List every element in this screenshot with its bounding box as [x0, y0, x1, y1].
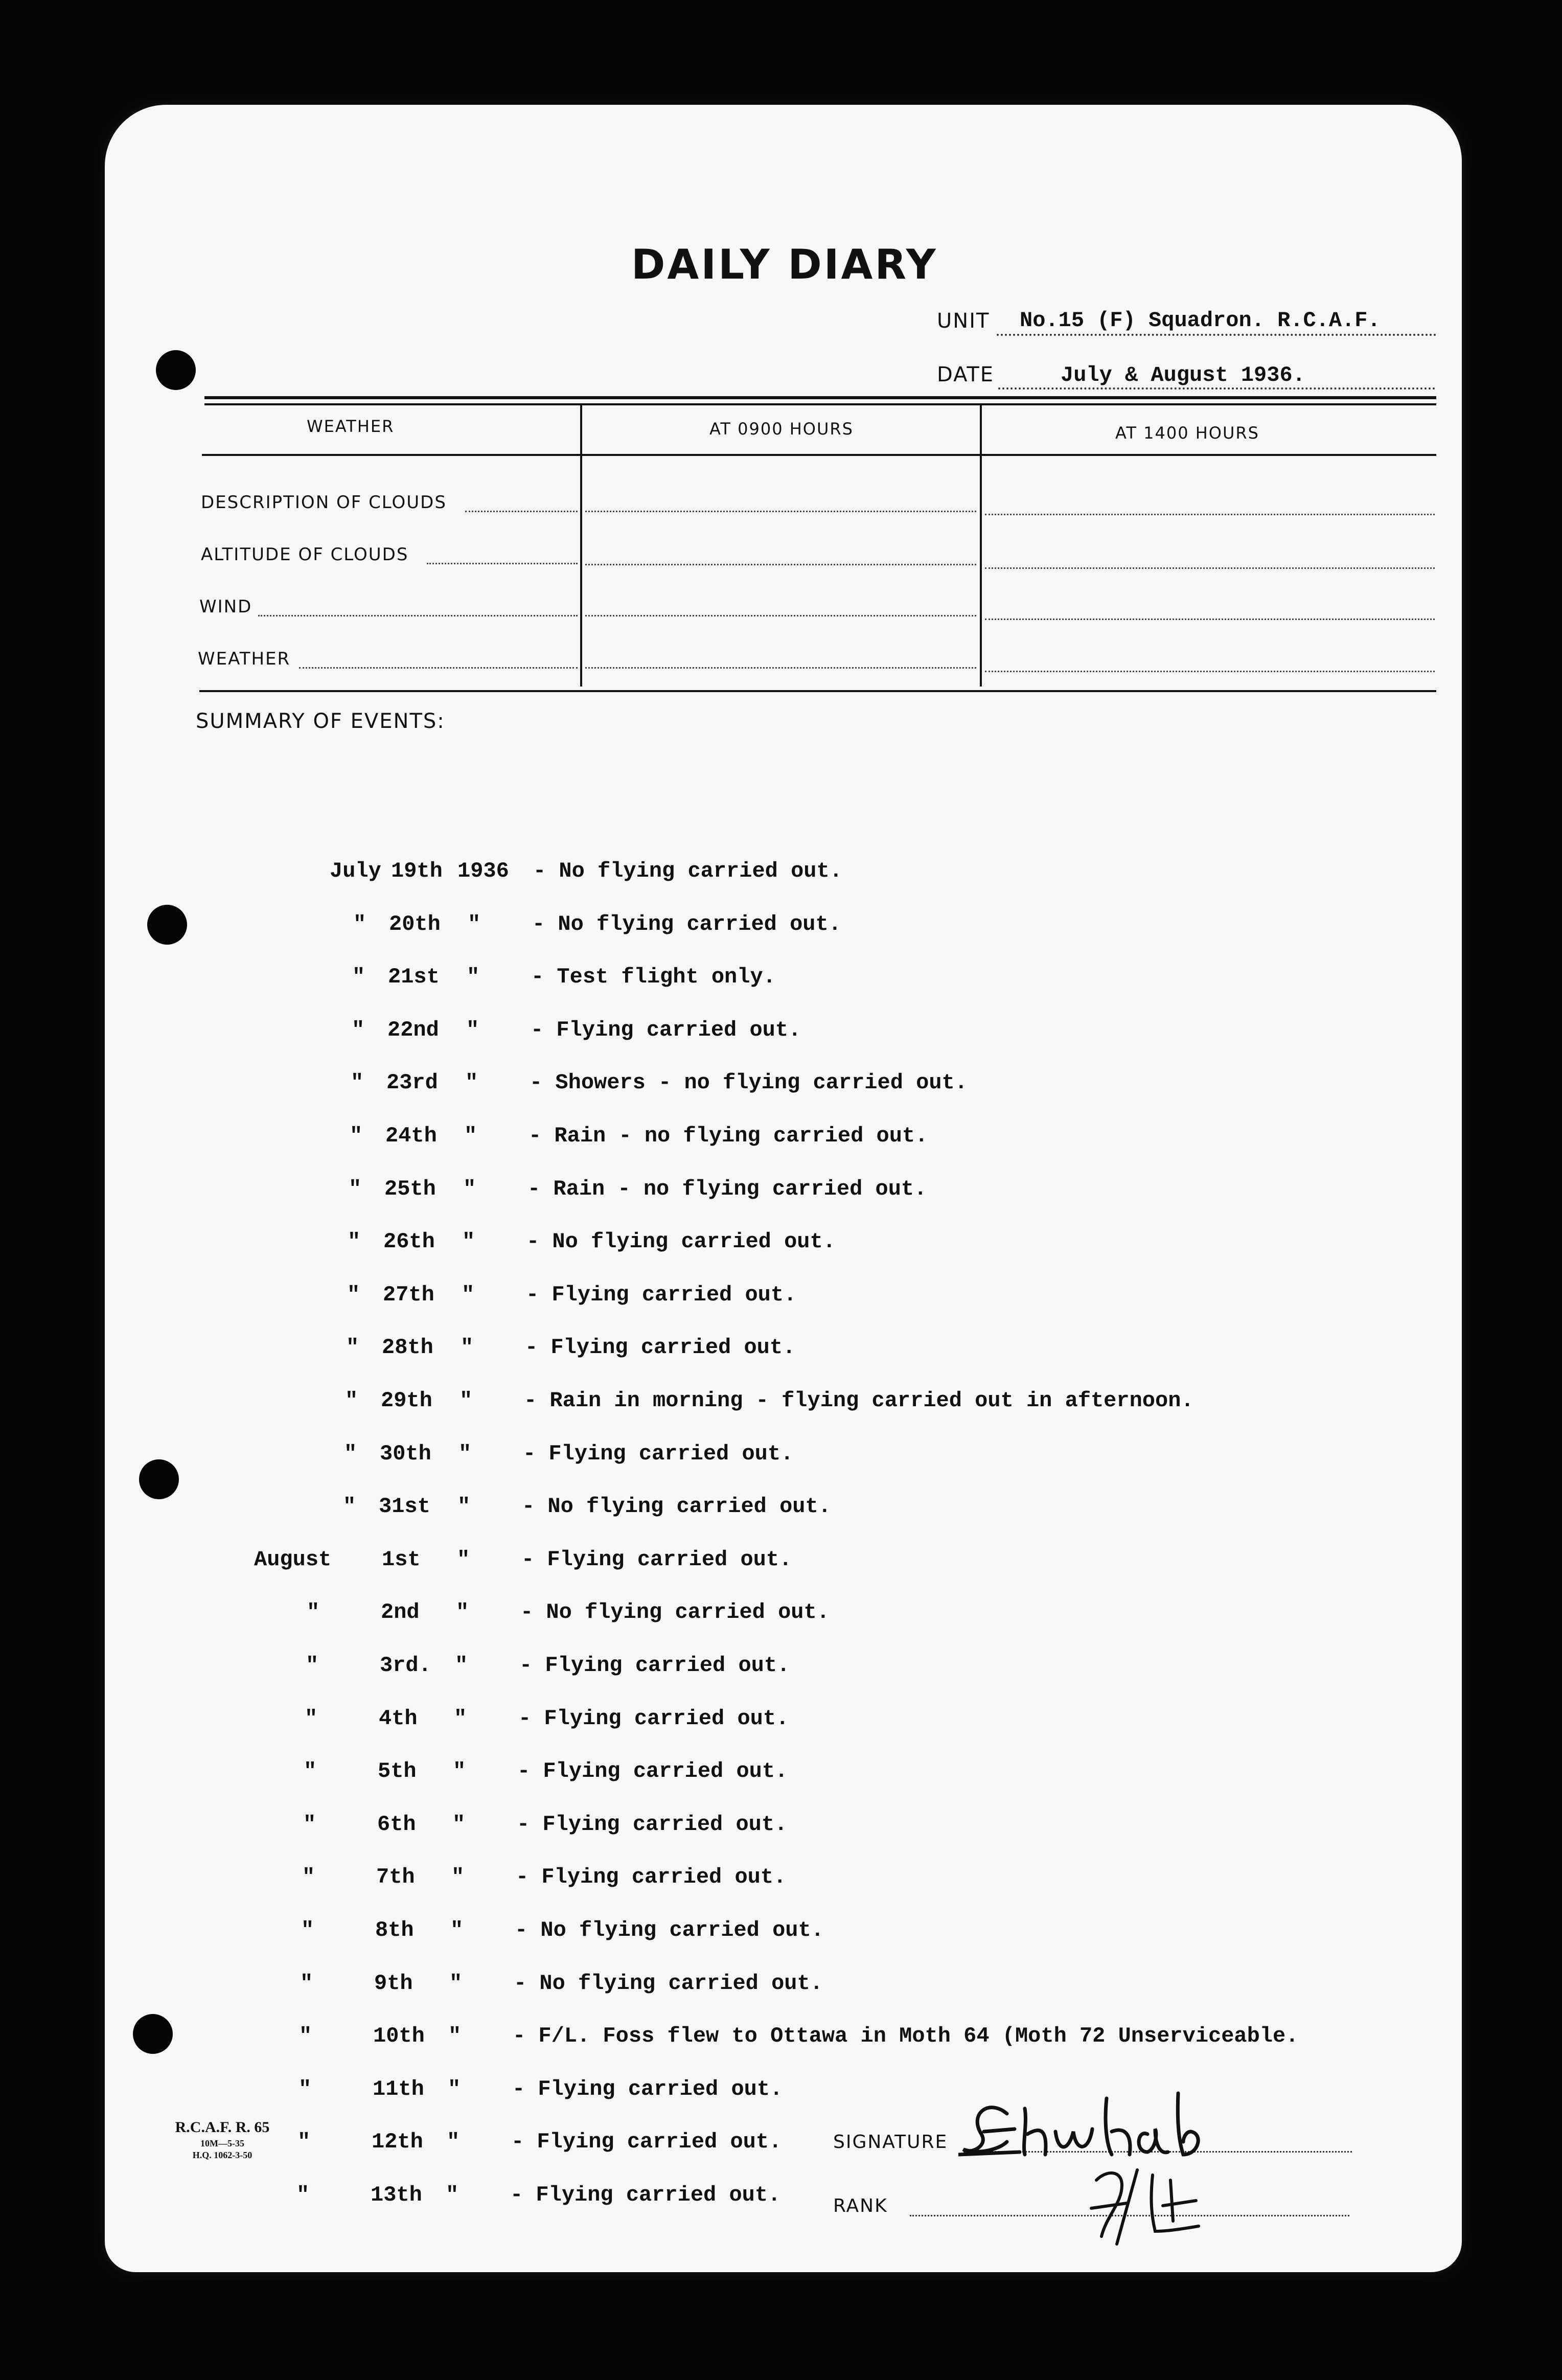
entry-event: - Flying carried out.	[510, 2183, 781, 2207]
entry-month: "	[353, 911, 366, 936]
diary-entry	[105, 1124, 1462, 1175]
entry-event: - No flying carried out.	[532, 911, 841, 936]
date-label: DATE	[937, 363, 995, 386]
form-number-line2: 10M—5-35	[200, 2138, 244, 2148]
entry-month: "	[347, 1282, 360, 1307]
diary-entry	[105, 1494, 1462, 1545]
date-value: July & August 1936.	[1061, 363, 1305, 387]
entry-month: "	[349, 1176, 362, 1201]
entry-month: "	[345, 1388, 358, 1413]
entry-day: 26th	[383, 1229, 435, 1254]
entry-month: "	[348, 1229, 361, 1254]
entry-month: July	[330, 859, 381, 883]
entry-year: "	[454, 1706, 467, 1731]
entry-month: "	[343, 1494, 356, 1519]
entry-day: 23rd	[386, 1070, 438, 1095]
entry-event: - No flying carried out.	[515, 1918, 824, 1942]
entry-month: "	[304, 1759, 317, 1784]
entry-month: "	[298, 2076, 312, 2101]
entry-year: 1936	[457, 859, 509, 883]
entry-event: - Flying carried out.	[517, 1812, 788, 1837]
entry-event: - Test flight only.	[531, 965, 776, 990]
entry-year: "	[457, 1494, 471, 1519]
diary-entry	[105, 1283, 1462, 1334]
entry-day: 24th	[385, 1124, 437, 1148]
diary-entry	[105, 912, 1462, 963]
entry-day: 27th	[383, 1282, 434, 1307]
entry-day: 25th	[384, 1176, 436, 1201]
entry-year: "	[468, 911, 481, 936]
entry-day: 28th	[382, 1335, 433, 1360]
entry-event: - Flying carried out.	[511, 2130, 782, 2155]
entry-day: 12th	[372, 2130, 423, 2155]
entry-year: "	[464, 1124, 477, 1148]
diary-page	[105, 105, 1462, 2272]
entry-year: "	[465, 1070, 478, 1095]
table-top-rule	[204, 396, 1436, 399]
entry-year: "	[462, 1282, 475, 1307]
unit-value: No.15 (F) Squadron. R.C.A.F.	[1020, 308, 1381, 333]
rank-label: RANK	[833, 2195, 888, 2216]
unit-dotted-line	[997, 334, 1436, 336]
col-1400-header: AT 1400 HOURS	[1115, 423, 1259, 443]
table-bottom-rule	[199, 690, 1436, 692]
entry-event: - Flying carried out.	[518, 1706, 789, 1731]
entry-month: "	[352, 1017, 365, 1042]
entry-day: 2nd	[381, 1600, 420, 1625]
entry-event: - No flying carried out.	[533, 859, 842, 883]
diary-entry	[105, 1070, 1462, 1122]
entry-event: - Flying carried out.	[517, 1759, 788, 1784]
entry-event: - Rain - no flying carried out.	[527, 1176, 927, 1201]
entry-event: - Flying carried out.	[525, 1335, 796, 1360]
entry-year: "	[453, 1759, 466, 1784]
diary-entry	[105, 1547, 1462, 1598]
diary-entry	[105, 1971, 1462, 2022]
entry-event: - Showers - no flying carried out.	[530, 1070, 968, 1095]
entry-event: - Flying carried out.	[516, 1865, 787, 1890]
diary-entry	[105, 1229, 1462, 1280]
diary-entry	[105, 2024, 1462, 2075]
entry-month: "	[299, 2024, 312, 2049]
row-altitude-of-clouds: ALTITUDE OF CLOUDS	[201, 544, 409, 565]
diary-entry	[105, 2183, 1462, 2234]
entry-day: 1st	[382, 1547, 421, 1572]
entry-day: 7th	[376, 1865, 415, 1890]
binder-hole	[156, 350, 196, 390]
entry-year: "	[461, 1335, 474, 1360]
diary-entry	[105, 1335, 1462, 1386]
unit-label: UNIT	[937, 309, 990, 333]
entry-event: - Flying carried out.	[519, 1653, 790, 1678]
entry-month: "	[305, 1706, 318, 1731]
entry-event: - No flying carried out.	[526, 1229, 836, 1254]
entry-month: "	[300, 1971, 313, 1996]
entry-day: 19th	[391, 859, 443, 883]
entry-event: - F/L. Foss flew to Ottawa in Moth 64 (Moth 72 Unserviceable.	[513, 2024, 1299, 2049]
entry-year: "	[462, 1229, 475, 1254]
entry-day: 5th	[378, 1759, 417, 1784]
entry-month: "	[344, 1441, 357, 1466]
entry-month: "	[346, 1335, 359, 1360]
col-weather-header: WEATHER	[307, 417, 395, 436]
entry-day: 22nd	[387, 1017, 439, 1042]
entry-year: "	[466, 1017, 479, 1042]
entry-year: "	[458, 1441, 472, 1466]
entry-year: "	[449, 1971, 463, 1996]
diary-entry	[105, 1388, 1462, 1439]
entry-month: August	[254, 1547, 332, 1572]
diary-entry	[105, 1177, 1462, 1228]
table-top-rule-2	[204, 403, 1436, 405]
entry-month: "	[351, 1070, 364, 1095]
entry-year: "	[450, 1918, 464, 1942]
entry-day: 30th	[380, 1441, 431, 1466]
entry-event: - Rain in morning - flying carried out in afternoon.	[524, 1388, 1194, 1413]
entry-event: - Flying carried out.	[531, 1017, 801, 1042]
date-dotted-line	[998, 387, 1435, 390]
row-weather: WEATHER	[198, 649, 291, 669]
diary-entry	[105, 1600, 1462, 1651]
table-header-rule	[202, 454, 1436, 456]
entry-year: "	[460, 1388, 473, 1413]
entry-month: "	[302, 1865, 315, 1890]
table-column-divider	[980, 405, 982, 686]
entry-month: "	[307, 1600, 320, 1625]
entry-day: 21st	[388, 965, 440, 990]
diary-entry	[105, 1918, 1462, 1969]
entry-day: 3rd.	[380, 1653, 431, 1678]
entry-event: - Flying carried out.	[521, 1547, 792, 1572]
entry-year: "	[447, 2130, 460, 2155]
entry-day: 6th	[377, 1812, 416, 1837]
entry-year: "	[448, 2076, 461, 2101]
entry-year: "	[451, 1865, 465, 1890]
entry-month: "	[352, 965, 365, 990]
entry-month: "	[301, 1918, 314, 1942]
form-number-line1: R.C.A.F. R. 65	[175, 2119, 270, 2136]
signature-handwriting	[958, 2078, 1418, 2170]
diary-entry	[105, 965, 1462, 1016]
entry-event: - No flying carried out.	[520, 1600, 830, 1625]
entry-day: 9th	[374, 1971, 413, 1996]
entry-day: 10th	[373, 2024, 425, 2049]
entry-year: "	[457, 1547, 470, 1572]
row-description-of-clouds: DESCRIPTION OF CLOUDS	[201, 492, 447, 513]
diary-entry	[105, 1441, 1462, 1493]
signature-label: SIGNATURE	[833, 2132, 948, 2153]
diary-entry	[105, 1759, 1462, 1810]
diary-entry	[105, 1706, 1462, 1757]
entry-event: - Rain - no flying carried out.	[529, 1124, 928, 1148]
entry-event: - Flying carried out.	[512, 2076, 783, 2101]
entry-month: "	[297, 2130, 311, 2155]
entry-year: "	[463, 1176, 476, 1201]
page-title: DAILY DIARY	[631, 241, 938, 288]
entry-day: 29th	[381, 1388, 432, 1413]
entry-year: "	[456, 1600, 469, 1625]
entry-event: - No flying carried out.	[514, 1971, 823, 1996]
diary-entry	[105, 1018, 1462, 1069]
diary-entry	[105, 1653, 1462, 1704]
diary-entry	[105, 859, 1462, 910]
entry-month: "	[306, 1653, 319, 1678]
entry-event: - No flying carried out.	[522, 1494, 831, 1519]
entry-day: 4th	[379, 1706, 418, 1731]
form-number	[171, 2119, 273, 2161]
entry-event: - Flying carried out.	[523, 1441, 794, 1466]
entry-year: "	[455, 1653, 468, 1678]
rank-handwriting	[1086, 2160, 1229, 2247]
row-wind: WIND	[199, 597, 252, 617]
entry-month: "	[350, 1124, 363, 1148]
entry-day: 13th	[371, 2183, 422, 2207]
entry-month: "	[296, 2183, 310, 2207]
diary-entry	[105, 1865, 1462, 1916]
entry-day: 20th	[389, 911, 441, 936]
entry-year: "	[452, 1812, 466, 1837]
table-column-divider	[580, 405, 582, 686]
form-number-line3: H.Q. 1062-3-50	[192, 2150, 252, 2160]
entry-year: "	[448, 2024, 462, 2049]
entry-year: "	[446, 2183, 459, 2207]
entry-day: 31st	[379, 1494, 430, 1519]
entry-day: 11th	[373, 2076, 424, 2101]
entry-month: "	[303, 1812, 316, 1837]
diary-entry	[105, 1812, 1462, 1863]
summary-heading: SUMMARY OF EVENTS:	[196, 710, 445, 733]
entry-event: - Flying carried out.	[526, 1282, 797, 1307]
col-0900-header: AT 0900 HOURS	[709, 419, 854, 439]
entry-year: "	[467, 965, 480, 990]
entry-day: 8th	[375, 1918, 414, 1942]
